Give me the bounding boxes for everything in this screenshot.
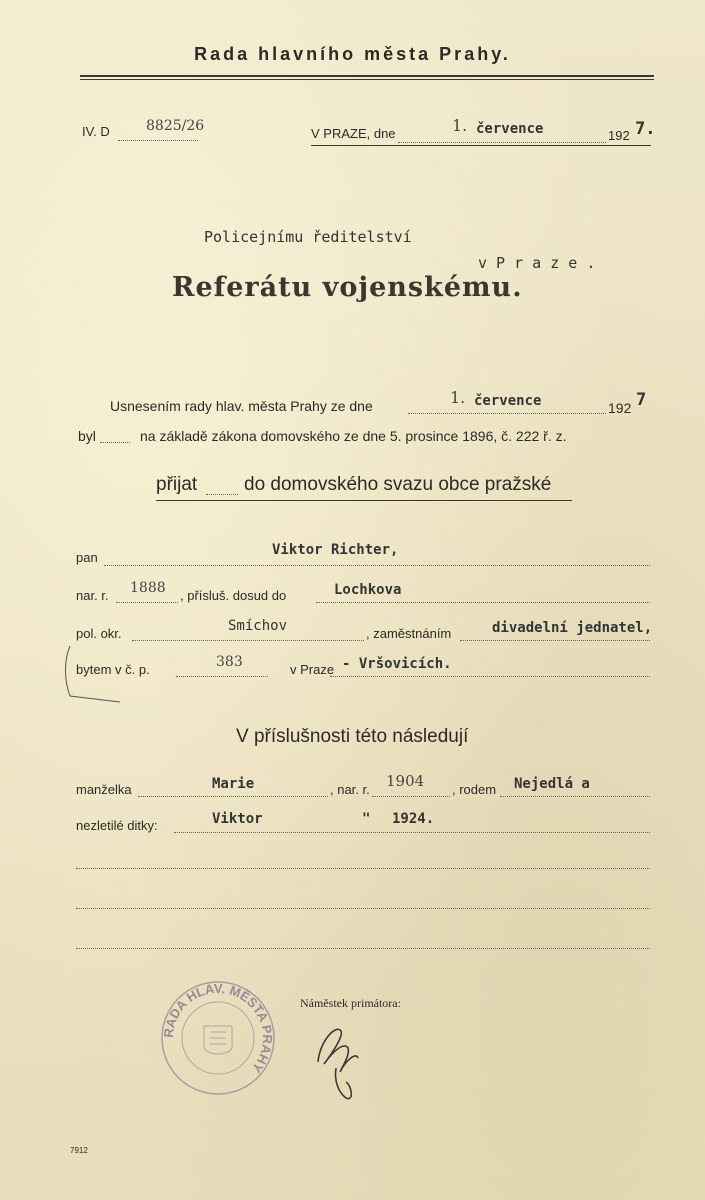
resolution-date-dots xyxy=(408,413,606,414)
quarter-name: - Vršovicích. xyxy=(342,656,452,672)
person-name: Viktor Richter, xyxy=(272,542,399,558)
belong-label: , přísluš. dosud do xyxy=(180,588,287,603)
district-name: Smíchov xyxy=(228,618,288,634)
resolution-year-prefix: 192 xyxy=(608,400,632,416)
wife-origin-dots xyxy=(500,796,650,797)
job-dots xyxy=(460,640,650,641)
council-title: Rada hlavního města Prahy. xyxy=(194,44,511,64)
wife-born-dots xyxy=(372,796,450,797)
admission-dots xyxy=(206,494,238,495)
family-heading: V příslušnosti této následují xyxy=(236,726,469,747)
byl-dots xyxy=(100,442,130,443)
reference-number: 8825/26 xyxy=(146,118,205,134)
children-label: nezletilé ditky: xyxy=(76,818,158,833)
wife-born-year: 1904 xyxy=(386,772,425,790)
blank-line-3 xyxy=(76,948,650,949)
wife-born-label: , nar. r. xyxy=(330,782,370,797)
job-label: , zaměstnáním xyxy=(366,626,452,641)
children-dots xyxy=(174,832,650,833)
date-month: července xyxy=(476,121,544,137)
city-label: v Praze xyxy=(290,662,335,677)
svg-text:RADA HLAV. MĚSTA PRAHY: RADA HLAV. MĚSTA PRAHY xyxy=(160,980,276,1076)
child-name: Viktor xyxy=(212,811,263,827)
born-dots xyxy=(116,602,178,603)
house-number: 383 xyxy=(216,654,243,670)
margin-bracket-mark xyxy=(60,640,124,710)
header-rule-bottom xyxy=(80,79,654,80)
city-council-stamp xyxy=(158,978,278,1098)
belong-dots xyxy=(316,602,650,603)
child-year: 1924. xyxy=(392,811,435,827)
wife-name-dots xyxy=(138,796,328,797)
date-dots xyxy=(398,142,606,143)
admission-underline xyxy=(156,500,572,501)
name-dots xyxy=(104,565,650,566)
blank-line-2 xyxy=(76,908,650,909)
district-label: pol. okr. xyxy=(76,626,122,641)
wife-label: manželka xyxy=(76,782,132,797)
address-label: bytem v č. p. xyxy=(76,662,150,677)
addressee-line-2: v P r a z e . xyxy=(478,254,596,272)
addressee-line-1: Policejnímu ředitelství xyxy=(204,228,412,246)
law-text: na základě zákona domovského ze dne 5. prosince 1896, č. 222 ř. z. xyxy=(140,428,567,444)
resolution-date-month: července xyxy=(474,393,542,409)
signature-label: Náměstek primátora: xyxy=(300,996,401,1010)
born-year: 1888 xyxy=(130,580,166,596)
reference-dots xyxy=(118,140,198,141)
wife-origin-label: , rodem xyxy=(452,782,497,797)
child-ditto: " xyxy=(362,811,371,827)
date-underline xyxy=(311,145,651,146)
wife-name: Marie xyxy=(212,776,255,792)
district-dots xyxy=(132,640,364,641)
place-label: V PRAZE, dne xyxy=(311,126,396,141)
reference-prefix: IV. D xyxy=(82,124,110,139)
addressee-line-3: Referátu vojenskému. xyxy=(172,272,523,303)
resolution-text: Usnesením rady hlav. města Prahy ze dne xyxy=(110,398,373,414)
admission-word: přijat xyxy=(156,474,198,495)
job-title: divadelní jednatel, xyxy=(492,620,653,636)
byl-label: byl xyxy=(78,428,96,444)
year-suffix: 7. xyxy=(635,119,656,139)
header-rule-top xyxy=(80,75,654,77)
blank-line-1 xyxy=(76,868,650,869)
admission-text: do domovského svazu obce pražské xyxy=(244,474,552,495)
resolution-year-suffix: 7 xyxy=(636,390,647,410)
signature-scribble xyxy=(300,1012,370,1104)
year-prefix: 192 xyxy=(608,128,630,143)
form-number: 7912 xyxy=(70,1146,88,1155)
house-dots xyxy=(176,676,268,677)
quarter-dots xyxy=(330,676,650,677)
belong-place: Lochkova xyxy=(334,582,402,598)
resolution-date-handwritten: 1. xyxy=(450,388,466,407)
date-handwritten: 1. xyxy=(452,116,468,135)
wife-origin: Nejedlá a xyxy=(514,776,590,792)
born-label: nar. r. xyxy=(76,588,109,603)
pan-label: pan xyxy=(76,550,98,565)
